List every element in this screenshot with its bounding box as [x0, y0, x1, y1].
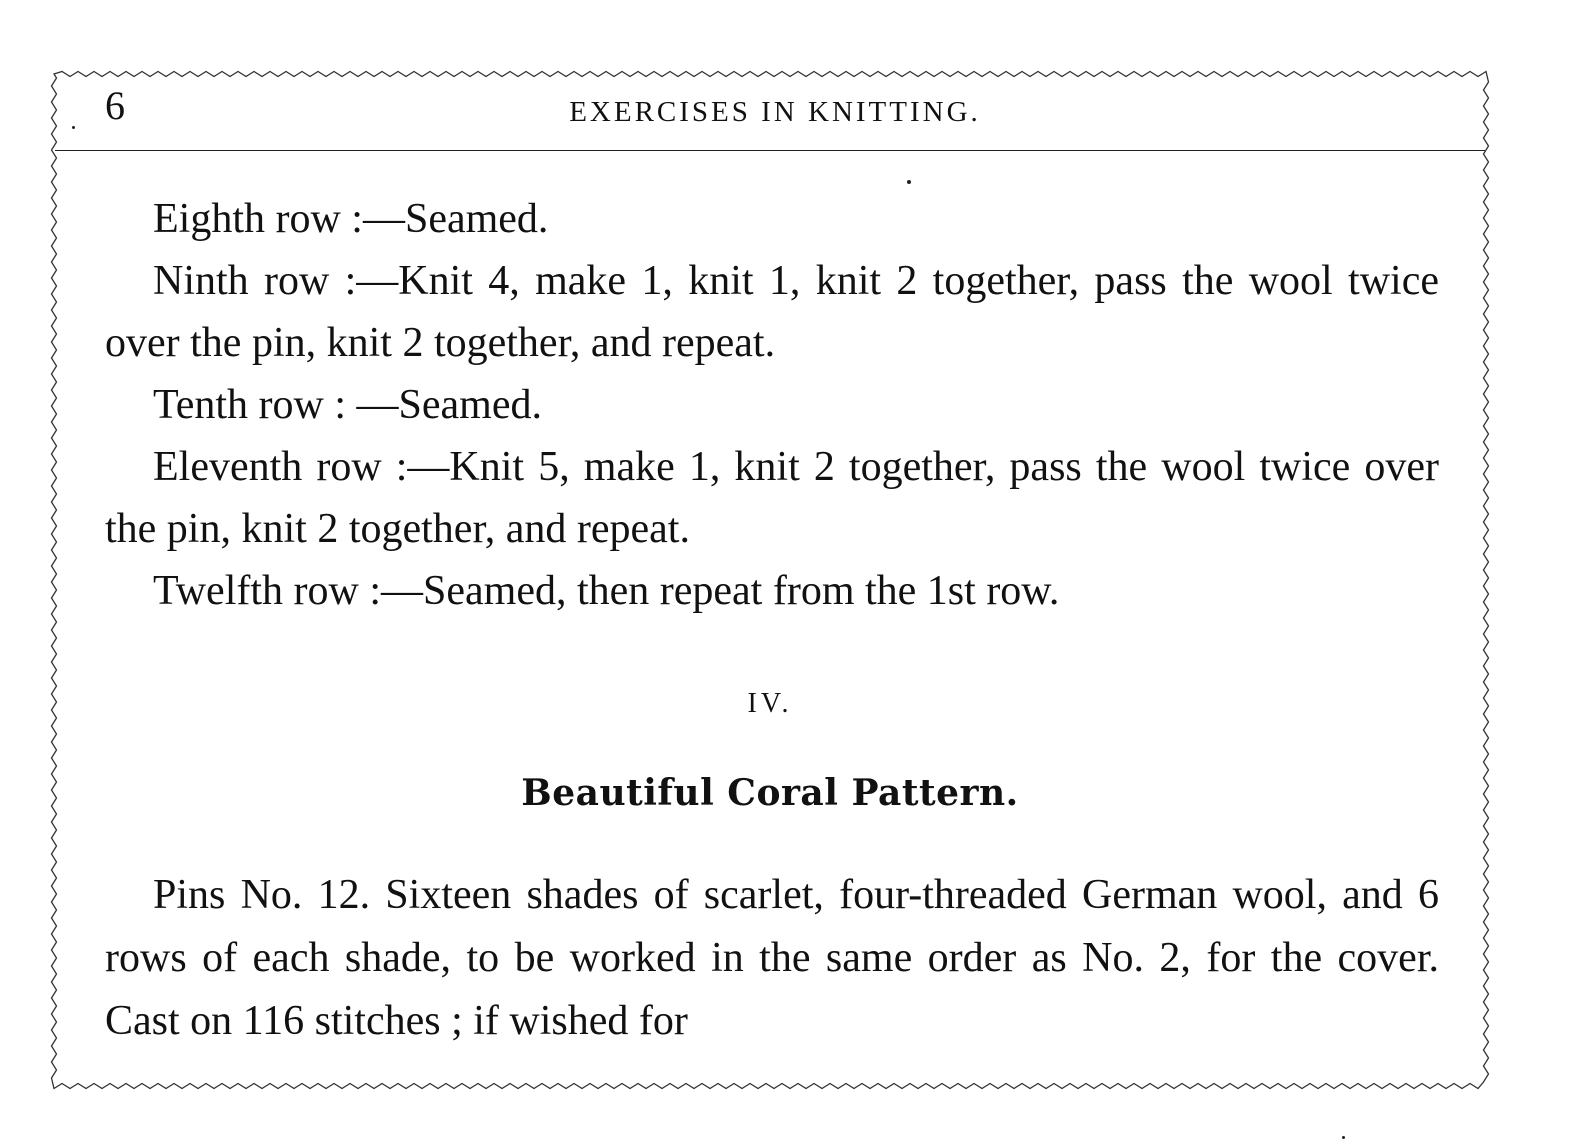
running-head: [50, 70, 1490, 150]
print-speck: [72, 126, 75, 129]
section-title: Beautiful Coral Pattern.: [521, 772, 1019, 814]
instruction-ninth-row: Ninth row :—Knit 4, make 1, knit 1, knit 2 together, pass the wool twice over the pin, knit 2 together, and repeat.: [105, 258, 1439, 366]
pattern-intro: [105, 864, 1439, 1053]
page-number: 6: [105, 83, 125, 128]
pattern-intro-paragraph: Pins No. 12. Sixteen shades of scarlet, four-threaded German wool, and 6 rows of each shade, to be worked in the same order as No. 2, for the cover. Cast on 116 stitches ; if wished for: [105, 872, 1439, 1044]
print-speck: [1342, 1136, 1345, 1139]
page-frame: [50, 70, 1490, 1090]
header-rule: [55, 150, 1485, 151]
running-title: EXERCISES IN KNITTING.: [569, 96, 981, 128]
instruction-eighth-row: Eighth row :—Seamed.: [153, 196, 549, 242]
section-number: IV.: [747, 688, 793, 719]
instruction-twelfth-row: Twelfth row :—Seamed, then repeat from the 1st row.: [153, 568, 1060, 614]
instruction-tenth-row: Tenth row : —Seamed.: [153, 382, 542, 428]
print-speck: [907, 180, 911, 184]
row-instructions: [105, 188, 1439, 622]
instruction-eleventh-row: Eleventh row :—Knit 5, make 1, knit 2 together, pass the wool twice over the pin, knit 2 together, and repeat.: [105, 444, 1439, 552]
